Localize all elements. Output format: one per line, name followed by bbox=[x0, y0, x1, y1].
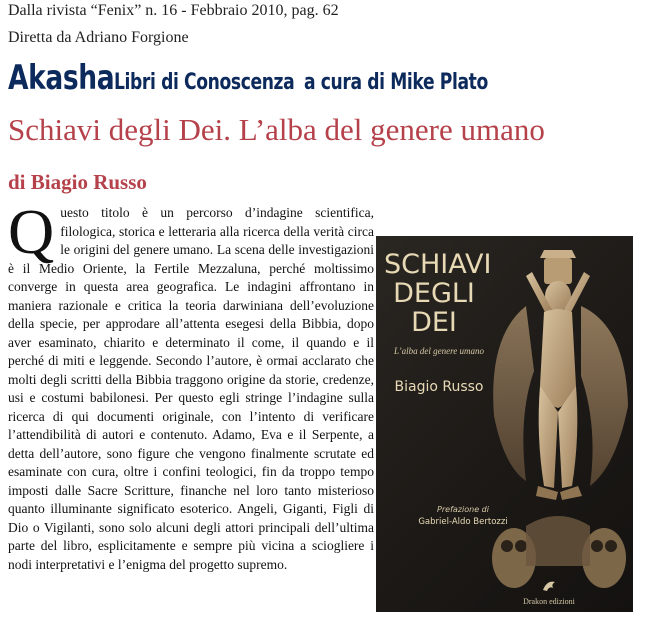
source-line: Dalla rivista “Fenix” n. 16 - Febbraio 2010, pag. 62 bbox=[8, 2, 339, 19]
brand-title: Akasha bbox=[8, 58, 115, 98]
book-title: Schiavi degli Dei. L’alba del genere umano bbox=[8, 112, 545, 147]
article-body bbox=[8, 196, 374, 574]
cover-publisher: Drakon edizioni bbox=[523, 597, 575, 606]
cover-author: Biagio Russo bbox=[394, 379, 484, 395]
editor-line: Diretta da Adriano Forgione bbox=[8, 29, 189, 46]
drop-cap: Q bbox=[8, 196, 55, 267]
book-byline: di Biagio Russo bbox=[8, 170, 147, 194]
cover-subtitle: L’alba del genere umano bbox=[393, 346, 485, 356]
cover-title-line: DEI bbox=[411, 307, 457, 338]
cover-title bbox=[384, 249, 492, 338]
cover-preface-author: Gabriel-Aldo Bertozzi bbox=[418, 517, 508, 527]
dragon-logo-icon bbox=[541, 578, 559, 594]
cover-title-line: SCHIAVI bbox=[384, 249, 492, 280]
book-cover bbox=[376, 236, 633, 612]
curator-credit: a cura di Mike Plato bbox=[304, 70, 488, 95]
section-title: Libri di Conoscenza bbox=[114, 70, 295, 95]
cover-preface-label: Prefazione di bbox=[437, 505, 489, 514]
section-header bbox=[8, 58, 540, 98]
article-text: uesto titolo è un percorso d’indagine scientifica, filologica, storica e letteraria alla ricerca della verità circa le origini del genere umano. La scena delle investigazioni è il Medio Oriente, la Fertile Mezzaluna, perché moltissimo converge in questa area geografica. Le indagini affrontano in maniera razionale e critica la teoria darwiniana dell’evoluzione della specie, per approdare all’attenta esegesi della Bibbia, dopo aver esaminato, chiarito e determinato il come, il quando e il perché di miti e leggende. Secondo l’autore, è ormai acclarato che molti degli scritti della Bibbia traggono origine da storie, credenze, usi e costumi babilonesi. Per questo egli stringe l’indagine sulla ricerca di qui documenti originale, con l’intento di verificare l’attendibilità di autori e contenuto. Adamo, Eva e il Serpente, a detta dell’autore, sono figure che vengono finalmente scrutate ed esaminate con cura, oltre i confini teologici, fin da troppo tempo imposti dalle Sacre Scritture, finanche nel loro tanto misterioso quanto illuminante significato esoterico. Angeli, Giganti, Figli di Dio o Vigilanti, sono solo alcuni degli attori principali dell’ultima parte del libro, esplicitamente e sempre più vicina a sciogliere i nodi interpretativi e l’enigma del progetto supremo. bbox=[8, 205, 374, 572]
cover-title-line: DEGLI bbox=[393, 278, 475, 309]
